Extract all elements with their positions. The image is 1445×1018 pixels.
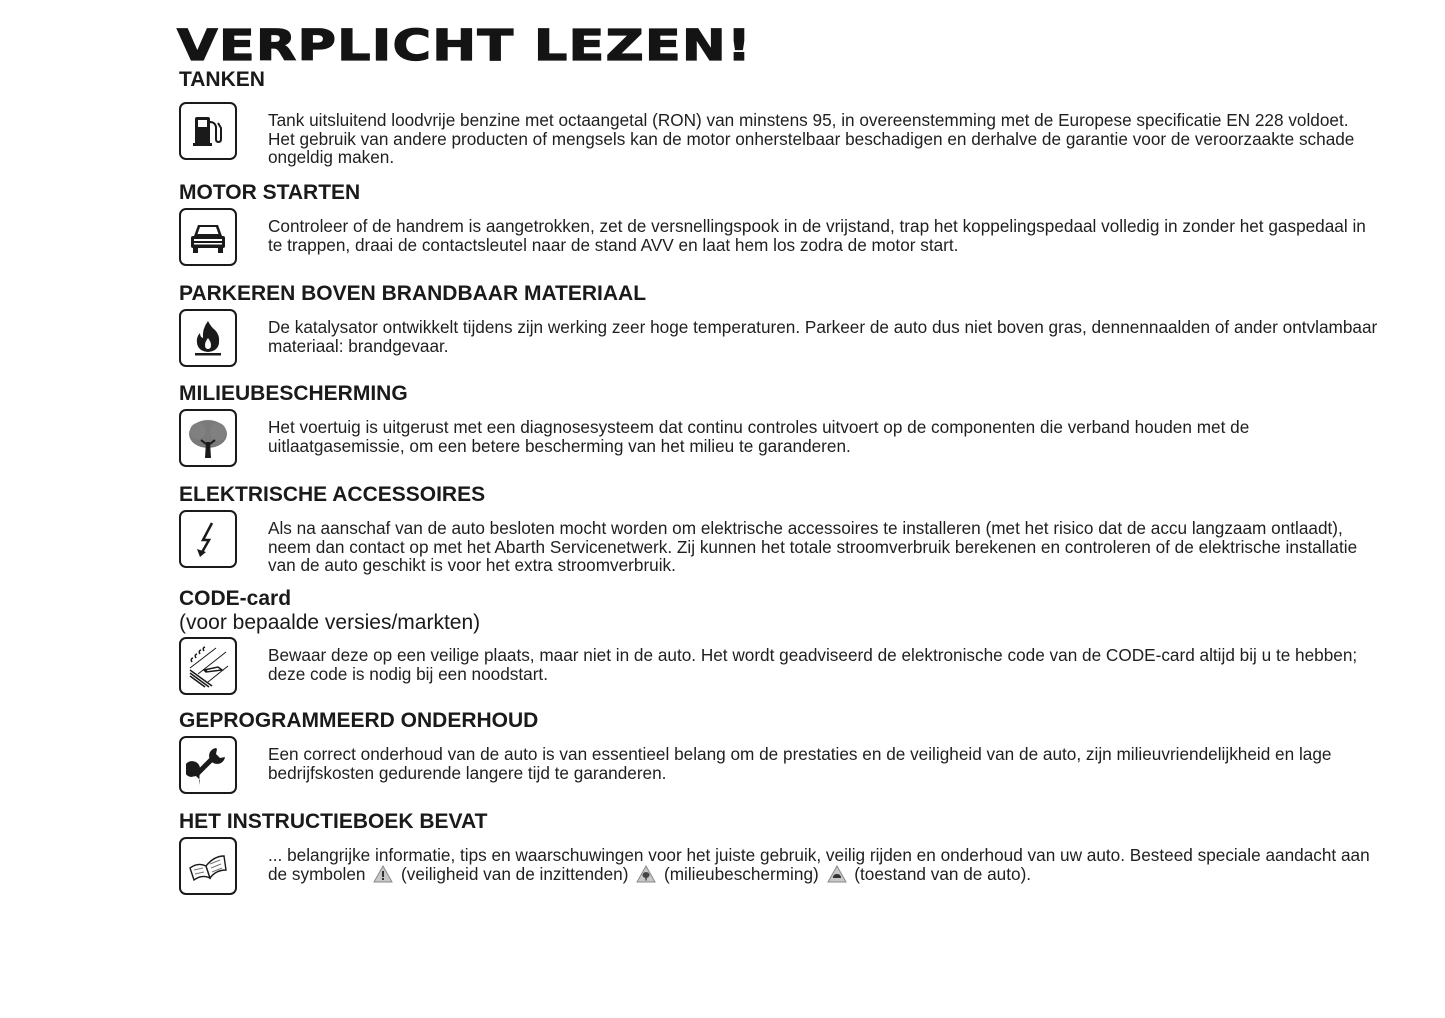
fuel-pump-icon	[179, 102, 237, 160]
section-code-card	[179, 587, 1379, 684]
symbol1-label: (veiligheid van de inzittenden)	[401, 863, 629, 884]
section-text: Bewaar deze op een veilige plaats, maar niet in de auto. Het wordt geadviseerd de elektronische code van de CODE-card altijd bij u te hebben; deze code is nodig bij een noodstart.	[268, 645, 1358, 684]
section-text: Controleer of de handrem is aangetrokken, zet de versnellingspook in de vrijstand, trap het koppelingspedaal volledig in zonder het gaspedaal in te trappen, draai de contactsleutel naar de stand AVV en laat hem los zodra de motor start.	[268, 216, 1366, 255]
section-parkeren	[179, 282, 1379, 356]
tree-icon	[179, 409, 237, 467]
car-condition-triangle-icon	[827, 865, 847, 883]
section-text	[268, 846, 1378, 883]
flame-icon	[179, 309, 237, 367]
section-heading: MILIEUBESCHERMING	[179, 382, 408, 405]
section-heading: PARKEREN BOVEN BRANDBAAR MATERIAAL	[179, 282, 647, 305]
environment-triangle-icon	[636, 865, 656, 883]
car-front-icon	[179, 208, 237, 266]
intro-text: ... belangrijke informatie, tips en waarschuwingen voor het juiste gebruik, veilig rijden en onderhoud van uw auto. Besteed speciale aandacht aan de symbolen	[268, 845, 1370, 884]
symbol2-label: (milieubescherming)	[663, 863, 819, 884]
section-elektrische-accessoires	[179, 483, 1379, 575]
section-heading: CODE-card	[179, 587, 292, 610]
page-title: VERPLICHT LEZEN!	[177, 21, 753, 71]
section-instructieboek	[179, 810, 1379, 884]
section-heading: ELEKTRISCHE ACCESSOIRES	[179, 483, 486, 506]
section-heading: MOTOR STARTEN	[179, 181, 361, 204]
section-tanken	[179, 68, 1379, 167]
section-motor-starten	[179, 181, 1379, 255]
section-heading: TANKEN	[179, 68, 265, 91]
notebook-pen-icon	[179, 637, 237, 695]
symbol3-label: (toestand van de auto).	[854, 863, 1032, 884]
section-text: Het voertuig is uitgerust met een diagnosesysteem dat continu controles uitvoert op de componenten die verband houden met de uitlaatgasemissie, om een betere bescherming van het milieu te garanderen.	[268, 417, 1250, 456]
section-text: Als na aanschaf van de auto besloten mocht worden om elektrische accessoires te installeren (met het risico dat de accu langzaam ontlaadt), neem dan contact op met het Abarth Servicenetwerk. Zij kunnen het totale stroomverbruik berekenen en controleren of de elektrische installatie van de auto geschikt is voor het extra stroomverbruik.	[268, 518, 1358, 575]
lightning-bolt-icon	[179, 510, 237, 568]
section-text: Een correct onderhoud van de auto is van essentieel belang om de prestaties en de veiligheid van de auto, zijn milieuvriendelijkheid en lage bedrijfskosten gedurende langere tijd te garanderen.	[268, 744, 1332, 783]
section-heading: HET INSTRUCTIEBOEK BEVAT	[179, 810, 488, 833]
warning-triangle-icon	[373, 865, 393, 883]
open-book-icon	[179, 837, 237, 895]
section-geprogrammeerd-onderhoud	[179, 709, 1379, 783]
section-milieubescherming	[179, 382, 1379, 456]
section-subheading: (voor bepaalde versies/markten)	[179, 611, 481, 634]
section-text: De katalysator ontwikkelt tijdens zijn werking zeer hoge temperaturen. Parkeer de auto dus niet boven gras, dennennaalden of ander ontvlambaar materiaal: brandgevaar.	[268, 317, 1378, 356]
wrench-icon	[179, 736, 237, 794]
section-heading: GEPROGRAMMEERD ONDERHOUD	[179, 709, 539, 732]
section-text: Tank uitsluitend loodvrije benzine met octaangetal (RON) van minstens 95, in overeenstemming met de Europese specificatie EN 228 voldoet. Het gebruik van andere producten of mengsels kan de motor onherstelbaar beschadigen en derhalve de garantie voor de veroorzaakte schade ongeldig maken.	[268, 110, 1355, 167]
